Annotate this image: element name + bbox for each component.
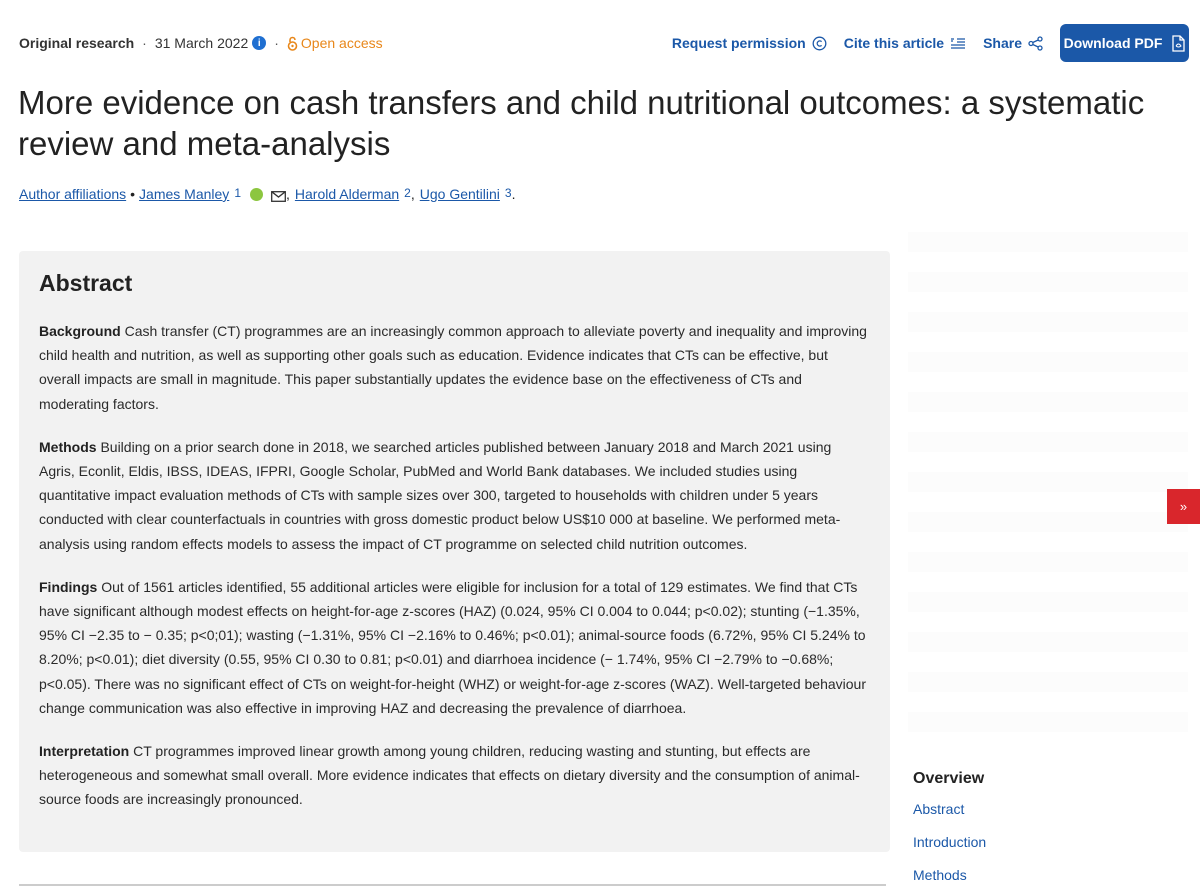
faded-sidebar-area [908, 232, 1188, 732]
copyright-icon [812, 36, 827, 51]
article-title: More evidence on cash transfers and child nutritional outcomes: a systematic review and meta-analysis [18, 84, 1145, 162]
author-link-alderman[interactable]: Harold Alderman [294, 186, 400, 202]
section-label: Findings [39, 578, 98, 595]
author-affiliations-link[interactable]: Author affiliations [19, 186, 127, 202]
overview-link-abstract[interactable]: Abstract [913, 801, 965, 817]
quote-list-icon [950, 37, 966, 50]
share-icon [1028, 36, 1043, 51]
divider [19, 884, 886, 886]
cite-article-link[interactable] [844, 35, 966, 51]
orcid-icon[interactable] [250, 188, 263, 201]
cite-article-label: Cite this article [843, 35, 945, 51]
open-lock-icon [287, 36, 298, 51]
author-affiliation-number[interactable]: 1 [234, 186, 241, 200]
open-access-badge[interactable] [287, 35, 383, 51]
abstract-findings [39, 575, 870, 720]
share-label: Share [983, 35, 1022, 51]
mail-icon[interactable] [271, 191, 286, 202]
overview-link-introduction[interactable]: Introduction [913, 834, 987, 850]
author-affiliation-number[interactable]: 3 [504, 186, 512, 200]
side-expand-tab[interactable] [1167, 489, 1200, 524]
request-permission-link[interactable] [672, 35, 827, 51]
download-pdf-label: Download PDF [1063, 35, 1163, 51]
comma-separator: , [410, 186, 415, 202]
separator-dot: · [142, 35, 147, 51]
bullet-separator: • [130, 186, 136, 202]
article-meta [19, 35, 383, 51]
section-text: Building on a prior search done in 2018, we searched articles published between January 2018 and March 2021 using Agris, Econlit, Eldis, IBSS, IDEAS, IFPRI, Google Scholar, PubMed and World Bank databases. We included studies using quantitative impact evaluation methods of CTs with sample sizes over 300, targeted to households with children under 5 years conducted with clear counterfactuals in countries with gross domestic product below US$10 000 at baseline. We performed meta-analysis using random effects models to assess the impact of CT programme on selected child nutrition outcomes. [39, 438, 841, 552]
download-pdf-button[interactable] [1060, 24, 1189, 62]
overview-nav [913, 770, 986, 888]
period: . [511, 186, 516, 202]
author-link-manley[interactable]: James Manley [139, 186, 230, 202]
pdf-file-icon [1172, 35, 1185, 52]
comma-separator: , [286, 186, 290, 202]
article-type: Original research [19, 35, 135, 51]
overview-link-methods[interactable]: Methods [913, 867, 967, 883]
overview-heading: Overview [913, 770, 985, 787]
info-icon[interactable]: i [252, 36, 266, 50]
open-access-label: Open access [300, 35, 383, 51]
section-label: Interpretation [39, 743, 130, 760]
author-link-gentilini[interactable]: Ugo Gentilini [419, 186, 500, 202]
article-actions [672, 24, 1189, 62]
author-affiliation-number[interactable]: 2 [404, 186, 411, 200]
abstract-methods [39, 435, 870, 556]
publish-date: 31 March 2022 [154, 35, 249, 51]
section-label: Methods [39, 438, 97, 455]
section-text: CT programmes improved linear growth among young children, reducing wasting and stunting, but effects are heterogeneous and somewhat small overall. More evidence indicates that effects on dietary diversity and the consumption of animal-source foods are increasingly pronounced. [39, 743, 860, 808]
abstract-background [39, 319, 870, 416]
abstract-heading: Abstract [39, 270, 133, 296]
request-permission-label: Request permission [671, 35, 806, 51]
author-list [19, 186, 515, 202]
abstract-box [19, 251, 890, 852]
abstract-interpretation [39, 739, 870, 812]
section-text: Cash transfer (CT) programmes are an increasingly common approach to alleviate poverty and inequality and improving child health and nutrition, as well as supporting other goals such as education. Evidence indicates that CTs can be effective, but overall impacts are small in magnitude. This paper substantially updates the evidence base on the effectiveness of CTs and moderating factors. [39, 323, 867, 412]
share-link[interactable] [983, 35, 1043, 51]
section-label: Background [39, 323, 121, 339]
section-text: Out of 1561 articles identified, 55 additional articles were eligible for inclusion for a total of 129 estimates. We find that CTs have significant although modest effects on height-for-age z-scores (HAZ) (0.024, 95% CI 0.004 to 0.044; p<0.02); stunting (−1.35%, 95% CI −2.35 to − 0.35; p<0;01); wasting (−1.31%, 95% CI −2.16% to 0.46%; p<0.01); animal-source foods (6.72%, 95% CI 5.24% to 8.20%; p<0.01); diet diversity (0.55, 95% CI 0.30 to 0.81; p<0.01) and diarrhoea incidence (− 1.74%, 95% CI −2.79% to −0.68%; p<0.05). There was no significant effect of CTs on weight-for-height (WHZ) or weight-for-age z-scores (WAZ). Well-targeted behaviour change communication was also effective in improving HAZ and decreasing the prevalence of diarrhoea. [39, 578, 866, 716]
double-chevron-icon: » [1179, 499, 1188, 514]
separator-dot: · [274, 35, 279, 51]
